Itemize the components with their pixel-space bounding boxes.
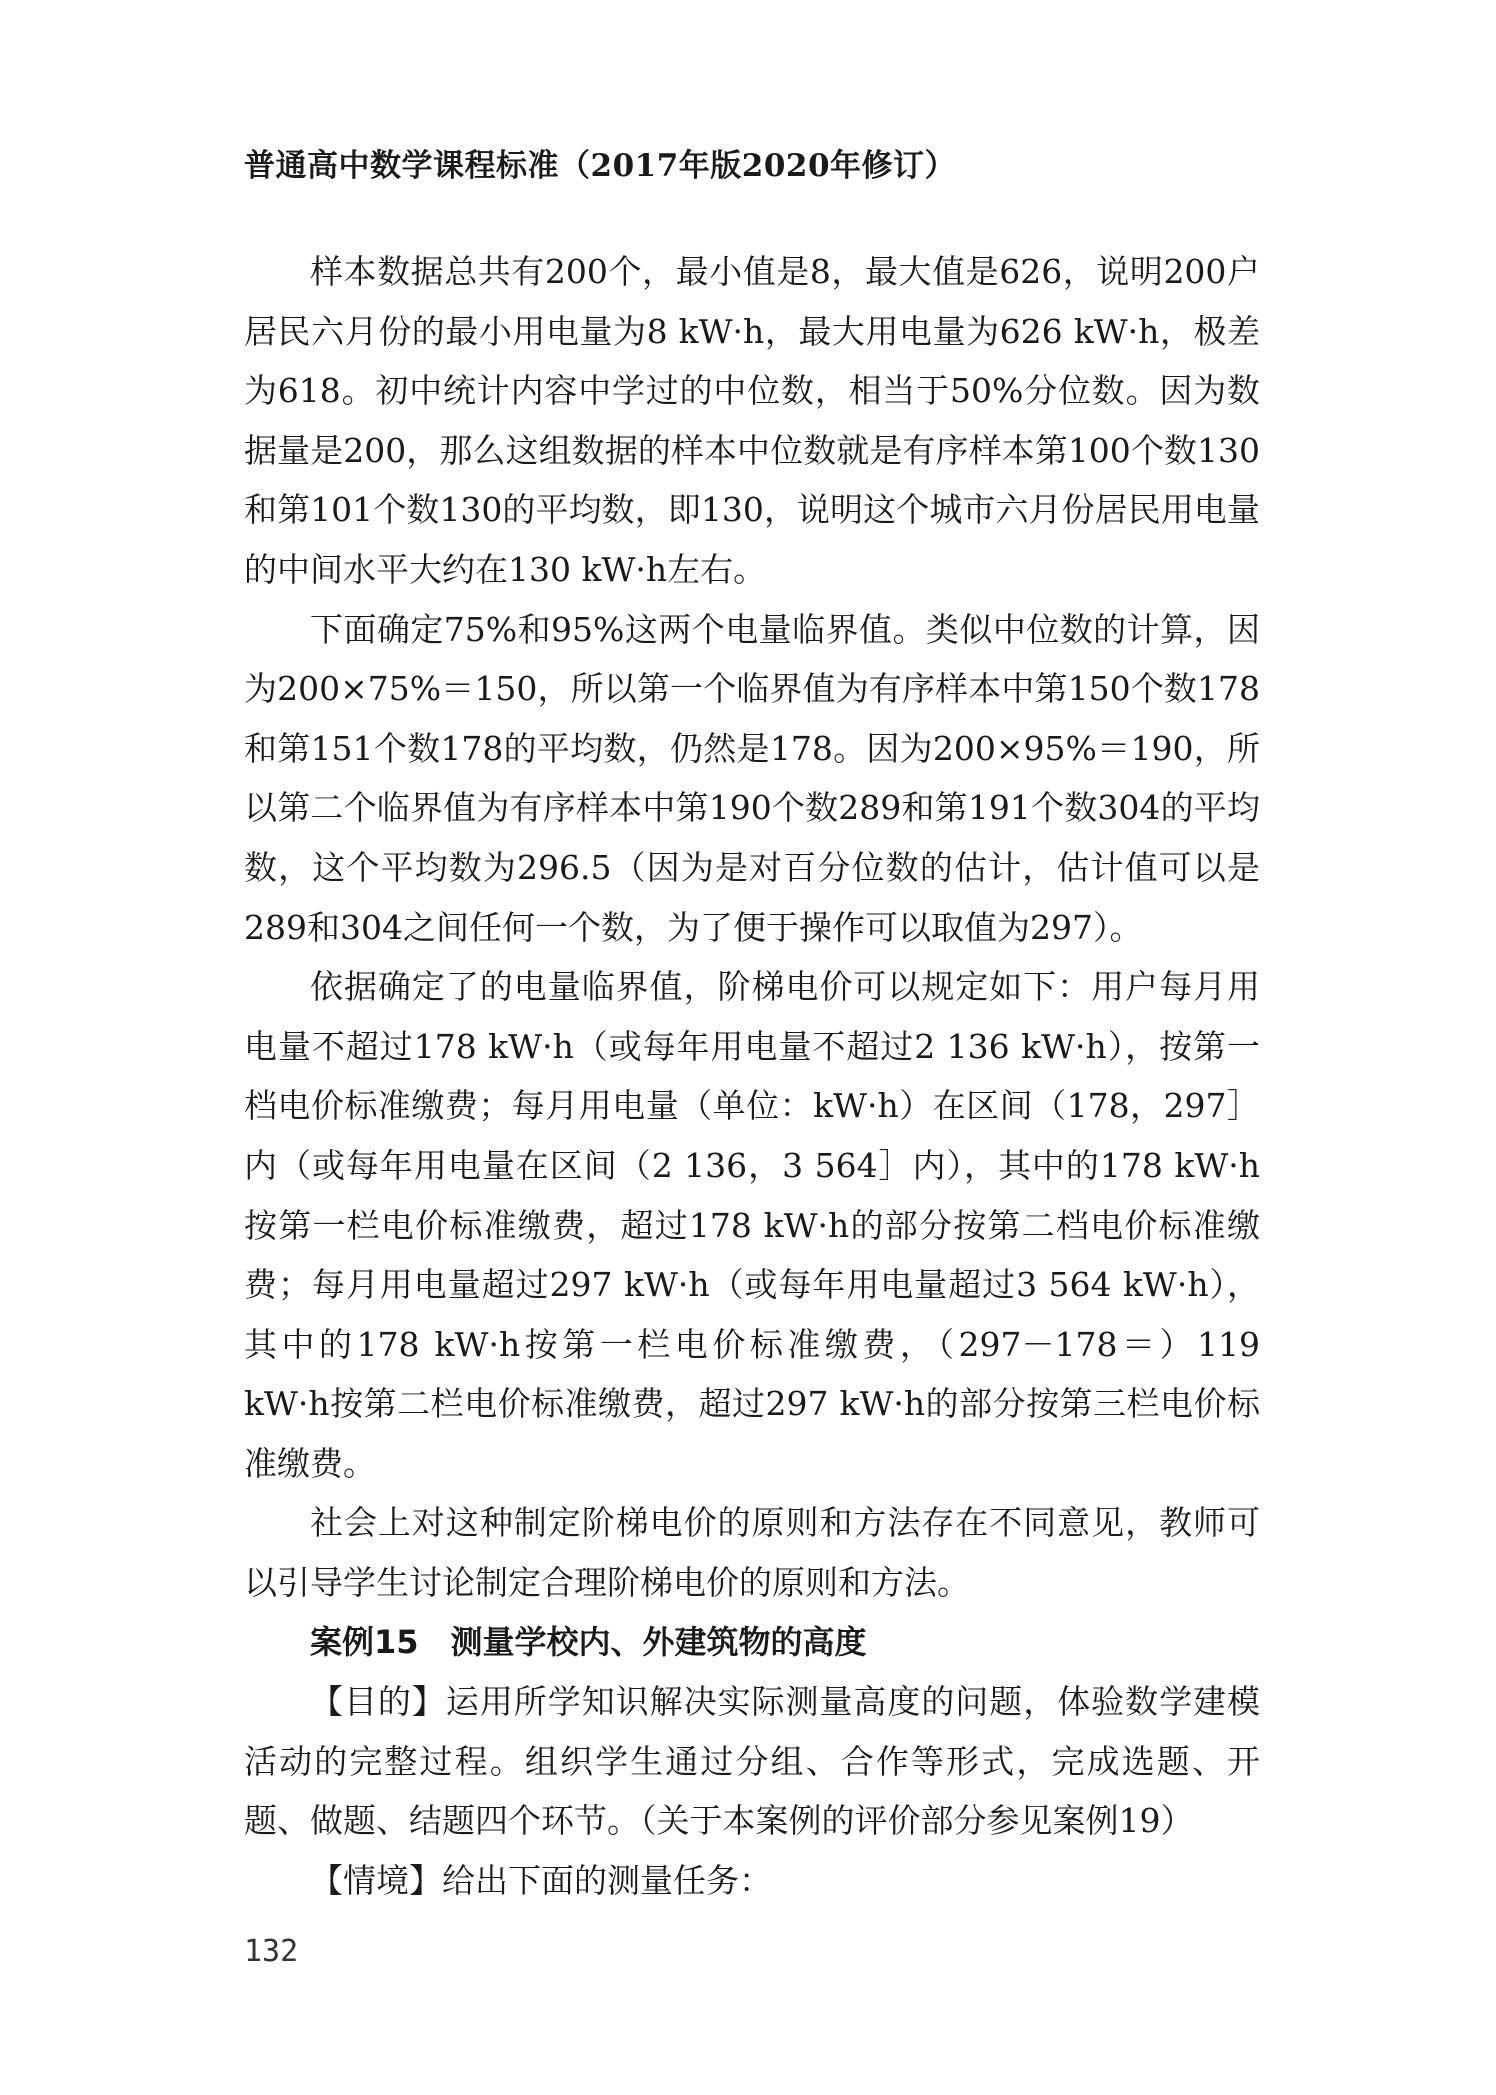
purpose-label: 【目的】 <box>310 1682 446 1722</box>
case-situation <box>244 1851 1260 1911</box>
paragraph-critical-values: 下面确定75%和95%这两个电量临界值。类似中位数的计算，因为200×75%＝150，所以第一个临界值为有序样本中第150个数178和第151个数178的平均数，仍然是178。因为200×95%＝190，所以第二个临界值为有序样本中第190个数289和第191个数304的平均数，这个平均数为296.5（因为是对百分位数的估计，估计值可以是289和304之间任何一个数，为了便于操作可以取值为297）。 <box>244 609 1260 947</box>
situation-text: 给出下面的测量任务： <box>442 1861 772 1901</box>
case-purpose <box>244 1672 1260 1851</box>
case-heading: 案例15 测量学校内、外建筑物的高度 <box>310 1622 867 1661</box>
paragraph-tiered-pricing-rules: 依据确定了的电量临界值，阶梯电价可以规定如下：用户每月用电量不超过178 kW·h（或每年用电量不超过2 136 kW·h），按第一档电价标准缴费；每月用电量（单位：kW·h）在区间（178，297］内（或每年用电量在区间（2 136，3 564］内），其中的178 kW·h按第一栏电价标准缴费，超过178 kW·h的部分按第二档电价标准缴费；每月用电量超过297 kW·h（或每年用电量超过3 564 kW·h），其中的178 kW·h按第一栏电价标准缴费，（297－178＝）119 kW·h按第二栏电价标准缴费，超过297 kW·h的部分按第三栏电价标准缴费。 <box>244 967 1260 1483</box>
paragraph-sample-statistics: 样本数据总共有200个，最小值是8，最大值是626，说明200户居民六月份的最小用电量为8 kW·h，最大用电量为626 kW·h，极差为618。初中统计内容中学过的中位数，相当于50%分位数。因为数据量是200，那么这组数据的样本中位数就是有序样本第100个数130和第101个数130的平均数，即130，说明这个城市六月份居民用电量的中间水平大约在130 kW·h左右。 <box>244 252 1260 589</box>
purpose-text: 运用所学知识解决实际测量高度的问题，体验数学建模活动的完整过程。组织学生通过分组、合作等形式，完成选题、开题、做题、结题四个环节。（关于本案例的评价部分参见案例19） <box>244 1682 1261 1841</box>
paragraph-discussion: 社会上对这种制定阶梯电价的原则和方法存在不同意见，教师可以引导学生讨论制定合理阶梯电价的原则和方法。 <box>244 1503 1260 1603</box>
body-text <box>244 242 1260 1911</box>
situation-label: 【情境】 <box>310 1861 442 1901</box>
page-number: 132 <box>244 1934 299 1969</box>
running-header: 普通高中数学课程标准（2017年版2020年修订） <box>244 148 957 184</box>
